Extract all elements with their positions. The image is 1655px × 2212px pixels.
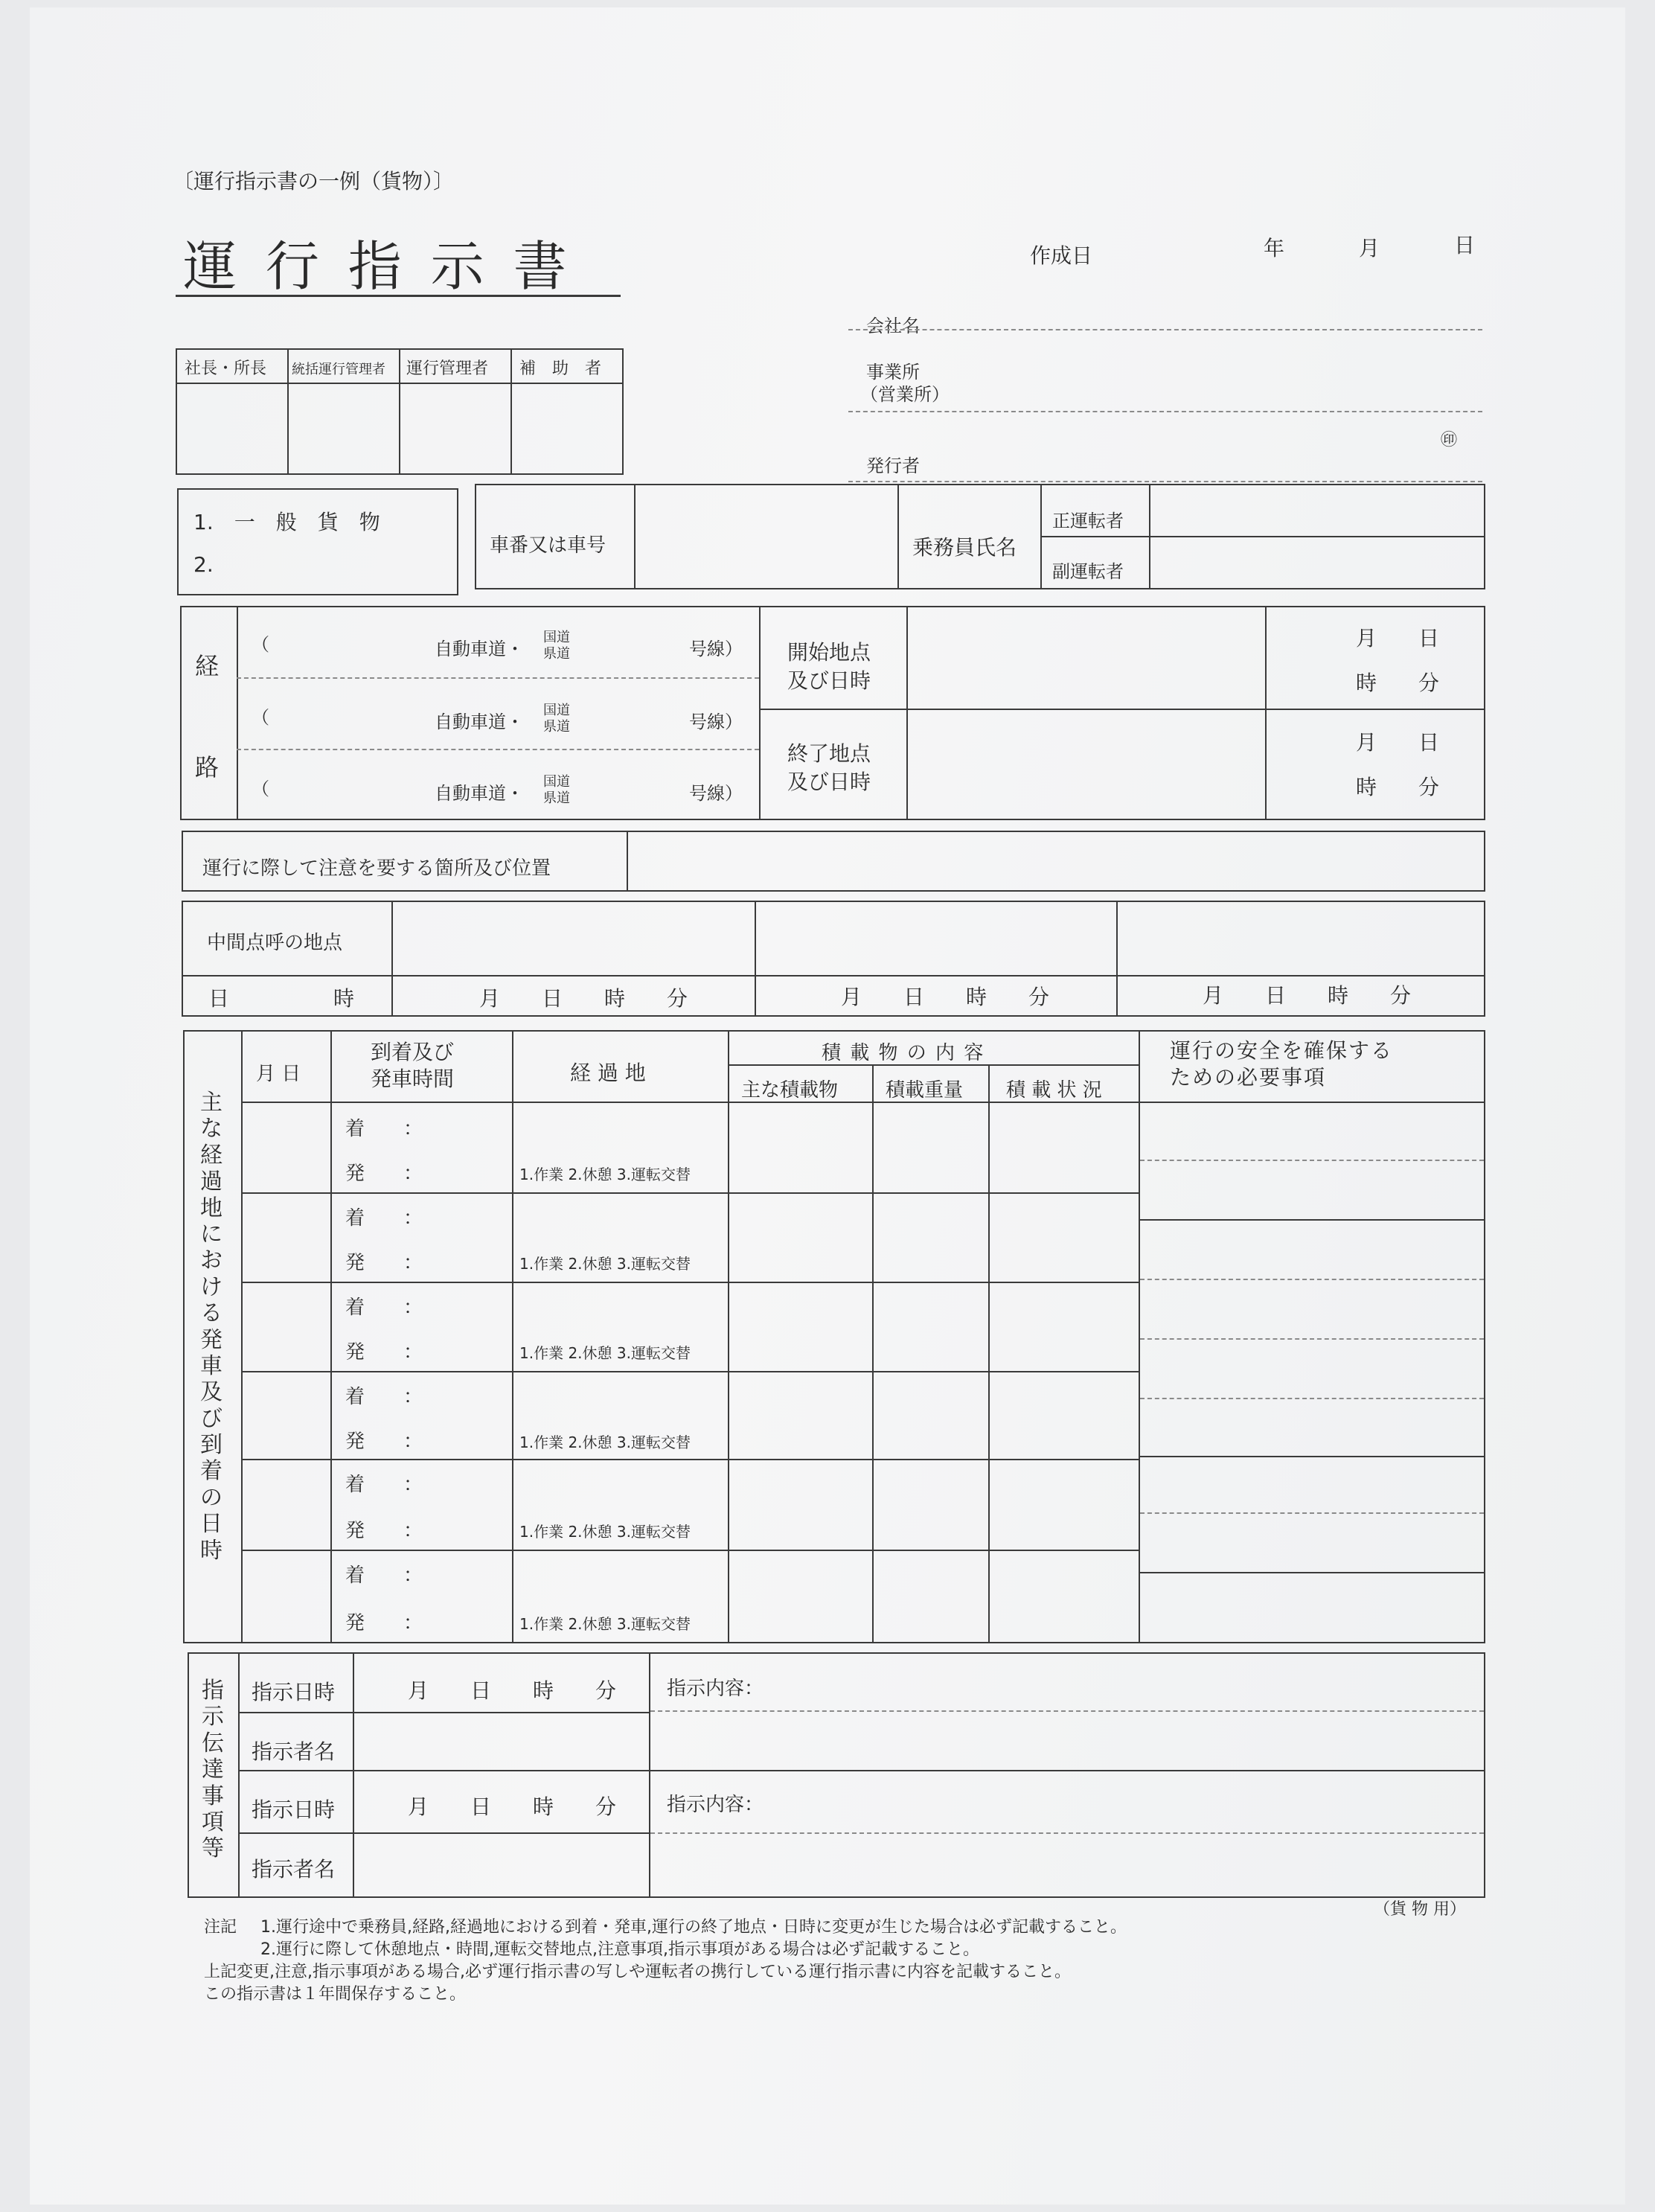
title-underline [176,295,621,297]
caution-field[interactable] [630,834,1482,890]
route-label-bottom: 路 [195,753,220,781]
year-label: 年 [1264,236,1285,260]
safety-notes-field[interactable] [1140,1103,1484,1642]
log-row[interactable]: 着 ： 発 ： 1.作業 2.休憩 3.運転交替 [345,1207,691,1274]
office-sub-label: （営業所） [860,384,950,405]
midpoint-place-field[interactable] [1119,904,1482,974]
midpoint-datetime-1[interactable]: 月 日 時 分 [479,986,688,1011]
end-point-label: 終了地点 及び日時 [787,741,871,794]
midpoint-datetime-2[interactable]: 月 日 時 分 [841,985,1050,1009]
log-row[interactable]: 着 ： 発 ： 1.作業 2.休憩 3.運転交替 [345,1474,691,1542]
midpoint-label: 中間点呼の地点 [207,932,343,954]
instruction-content-field[interactable] [796,1773,1481,1895]
instructor-name-label: 指示者名 [252,1739,336,1764]
instruction-datetime-2[interactable]: 月 日 時 分 [408,1794,617,1819]
start-month-day[interactable]: 月 日 [1356,626,1440,651]
midpoint-datetime-label: 日 時 [208,986,355,1011]
route-row[interactable]: （ 自動車道・ 国道 県道 号線） [252,630,743,662]
instructor-name-field[interactable] [356,1715,647,1768]
midpoint-place-field[interactable] [758,904,1115,974]
form-type-label: （貨 物 用） [1374,1900,1466,1919]
approval-chief-manager: 統括運行管理者 [292,362,385,377]
vehicle-number-field[interactable] [637,487,894,586]
route-row[interactable]: （ 自動車道・ 国道 県道 号線） [252,774,743,806]
log-row[interactable]: 着 ： 発 ： 1.作業 2.休憩 3.運転交替 [345,1118,691,1185]
issuer-label: 発行者 [866,455,920,476]
instruction-content-label: 指示内容： [667,1794,764,1816]
approval-assistant: 補 助 者 [519,359,602,378]
log-row[interactable]: 着 ： 発 ： 1.作業 2.休憩 3.運転交替 [345,1297,691,1364]
col-cargo-main: 主な積載物 [741,1079,839,1102]
note-line-2: 2.運行に際して休憩地点・時間,運転交替地点,注意事項,指示事項がある場合は必ず記載すること。 [260,1940,979,1959]
notes-head: 注記 [204,1918,237,1937]
office-line[interactable] [848,411,1482,412]
stamp-field-manager[interactable] [402,386,509,473]
start-point-field[interactable] [909,609,1264,707]
col-date: 月 日 [256,1063,301,1085]
cargo-other: 2. [193,552,214,577]
stamp-field-assistant[interactable] [513,386,621,473]
midpoint-place-field[interactable] [394,904,753,974]
instructor-name-field[interactable] [356,1835,647,1895]
instructions-side-label: 指示伝達事項等 [202,1678,224,1862]
log-row[interactable]: 着 ： 発 ： 1.作業 2.休憩 3.運転交替 [345,1564,691,1634]
note-line-1: 1.運行途中で乗務員,経路,経過地における到着・発車,運行の終了地点・日時に変更が生じた場合は必ず記載すること。 [260,1918,1127,1937]
approval-president: 社長・所長 [185,359,267,378]
note-line-4: この指示書は１年間保存すること。 [204,1985,467,2004]
seal-mark: ㊞ [1441,431,1458,450]
vehicle-number-label: 車番又は車号 [490,534,606,557]
route-row[interactable]: （ 自動車道・ 国道 県道 号線） [252,703,743,735]
main-driver-field[interactable] [1152,487,1482,534]
sub-driver-label: 副運転者 [1052,561,1124,582]
stamp-field-president[interactable] [179,386,286,473]
issuer-line[interactable] [848,481,1482,482]
instruction-datetime-label: 指示日時 [252,1680,336,1704]
month-label: 月 [1359,236,1380,260]
cargo-type-box [177,488,458,595]
crew-name-label: 乗務員氏名 [912,535,1017,560]
office-label: 事業所 [866,362,920,383]
page-title: 運 行 指 示 書 [183,235,573,298]
end-point-field[interactable] [909,712,1264,819]
sub-driver-field[interactable] [1152,539,1482,586]
start-hour-min[interactable]: 時 分 [1356,671,1440,695]
caution-label: 運行に際して注意を要する箇所及び位置 [202,857,551,880]
cargo-general: 1. 一 般 貨 物 [193,510,380,534]
end-month-day[interactable]: 月 日 [1356,730,1440,755]
travel-log-side-label: 主な経過地における発車及び到着の日時 [200,1090,223,1564]
route-label-top: 経 [195,652,220,680]
instruction-content-field[interactable] [796,1655,1481,1767]
col-cargo-group: 積 載 物 の 内 容 [822,1042,985,1064]
company-name-line[interactable] [848,329,1482,330]
col-cargo-weight: 積載重量 [886,1079,964,1102]
approval-manager: 運行管理者 [406,359,489,378]
note-line-3: 上記変更,注意,指示事項がある場合,必ず運行指示書の写しや運転者の携行している運行指示書に内容を記載すること。 [204,1963,1071,1981]
company-name-label: 会社名 [866,316,920,336]
created-date-label: 作成日 [1030,243,1093,268]
instruction-datetime-label: 指示日時 [252,1797,336,1822]
day-label: 日 [1454,233,1476,258]
col-cargo-status: 積 載 状 況 [1006,1079,1102,1102]
main-driver-label: 正運転者 [1052,511,1124,531]
start-point-label: 開始地点 及び日時 [787,640,871,693]
stamp-field-chief-manager[interactable] [290,386,397,473]
end-hour-min[interactable]: 時 分 [1356,775,1440,799]
instruction-datetime-1[interactable]: 月 日 時 分 [408,1678,617,1703]
midpoint-datetime-3[interactable]: 月 日 時 分 [1203,983,1412,1008]
example-label: 〔運行指示書の一例（貨物）〕 [173,169,455,194]
instructor-name-label: 指示者名 [252,1857,336,1882]
col-time: 到着及び 発車時間 [371,1040,455,1092]
log-row[interactable]: 着 ： 発 ： 1.作業 2.休憩 3.運転交替 [345,1386,691,1453]
col-safety: 運行の安全を確保する ための必要事項 [1170,1038,1394,1090]
instruction-content-label: 指示内容： [667,1678,764,1700]
col-via: 経 過 地 [570,1061,646,1085]
